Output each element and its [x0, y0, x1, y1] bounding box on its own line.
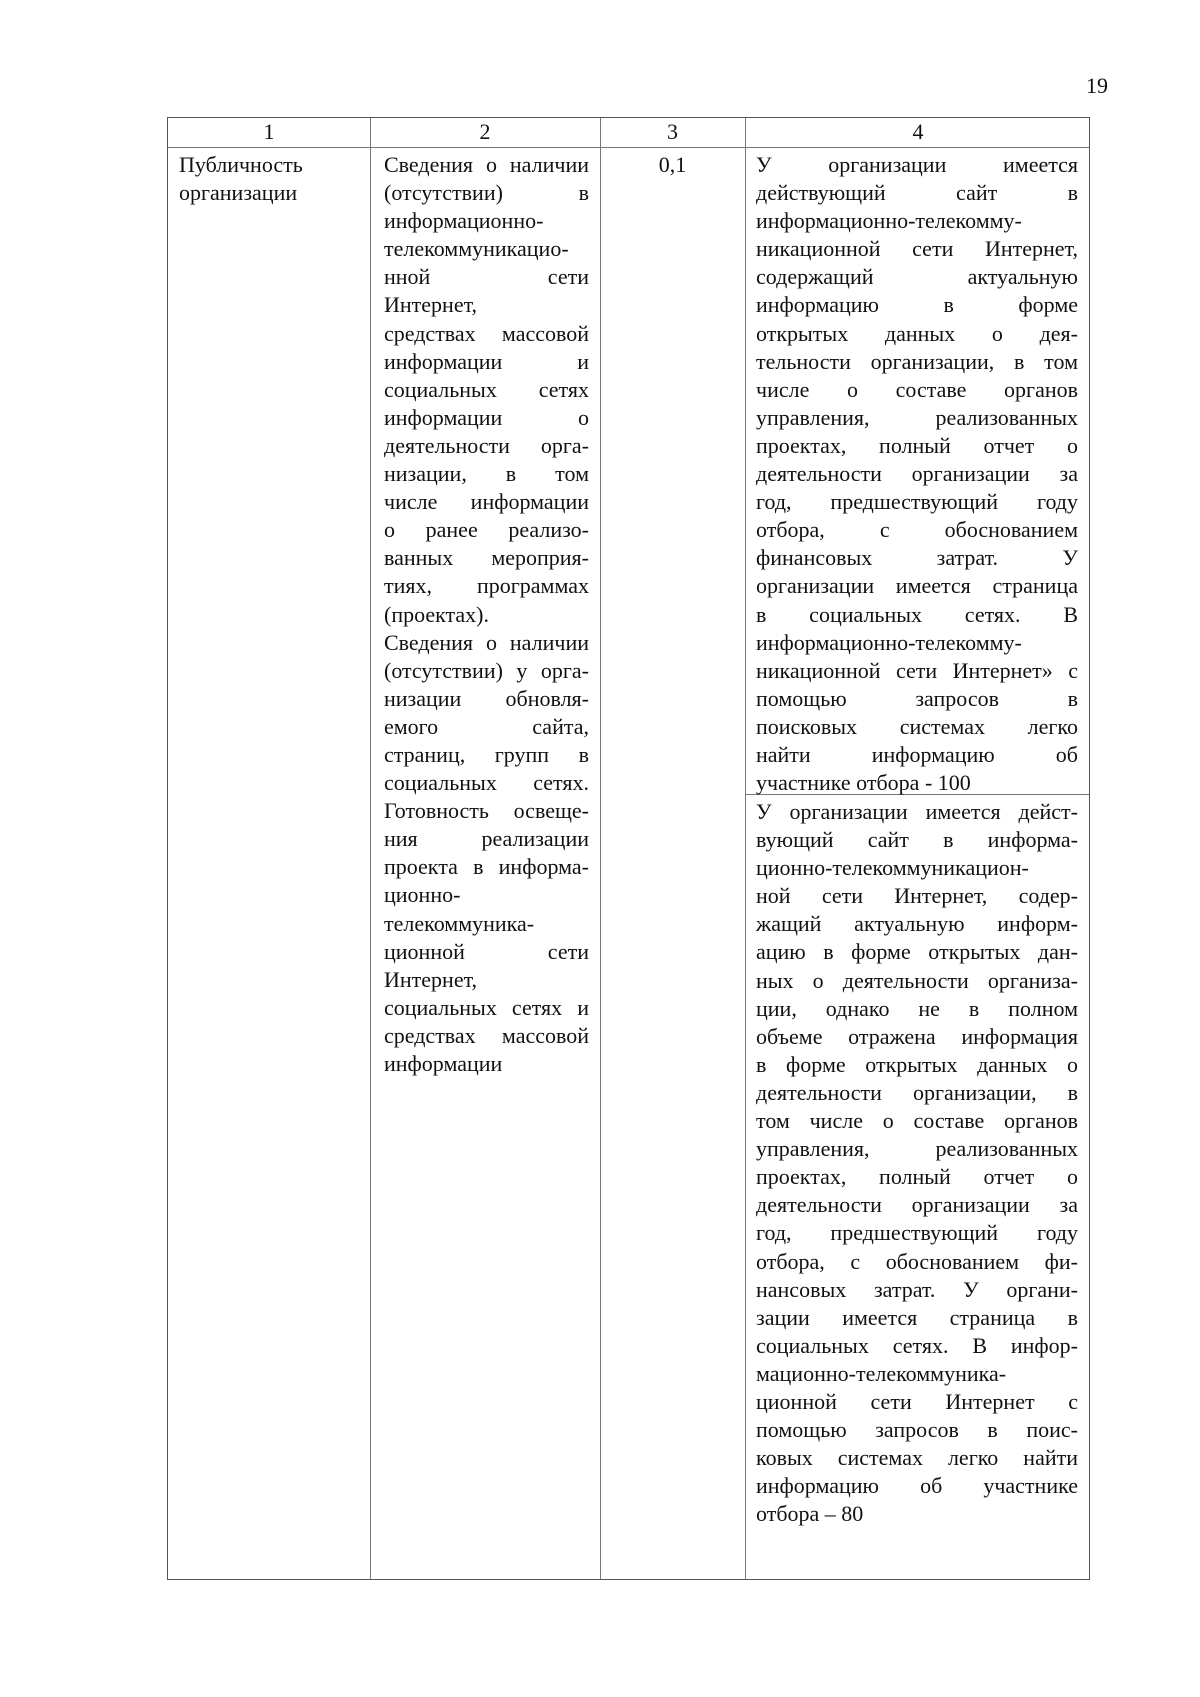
- cell-line: тиях, программах: [384, 573, 589, 599]
- cell-line: Интернет,: [384, 966, 478, 992]
- cell-line: ционно-телекоммуникацион-: [756, 855, 1029, 881]
- cell-line: нной сети: [384, 264, 589, 290]
- cell-line: ционной сети: [384, 938, 589, 964]
- cell-line: социальных сетях. В инфор-: [756, 1332, 1078, 1358]
- header-col-3: 3: [667, 119, 678, 144]
- weight-cell: 0,1: [658, 152, 687, 177]
- column-divider: [745, 118, 746, 1579]
- cell-line: страниц, групп в: [384, 741, 589, 767]
- cell-line: зации имеется страница в: [756, 1304, 1078, 1330]
- cell-line: Готовность освеще-: [384, 798, 589, 824]
- cell-line: ных о деятельности организа-: [756, 967, 1078, 993]
- cell-line: ционно-: [384, 882, 461, 908]
- cell-line: социальных сетях.: [384, 770, 589, 796]
- header-col-2: 2: [479, 119, 491, 144]
- cell-line: проекта в информа-: [384, 854, 589, 880]
- cell-line: поисковых системах легко: [756, 713, 1078, 739]
- cell-line: никационной сети Интернет» с: [756, 657, 1078, 683]
- cell-line: ной сети Интернет, содер-: [756, 883, 1078, 909]
- cell-line: У организации имеется дейст-: [756, 799, 1078, 824]
- cell-line: средствах массовой: [384, 1022, 589, 1048]
- cell-line: ционной сети Интернет с: [756, 1388, 1078, 1414]
- column-divider: [600, 118, 601, 1579]
- cell-line: жащий актуальную информ-: [756, 911, 1078, 937]
- cell-line: год, предшествующий году: [756, 489, 1078, 515]
- cell-line: Публичность: [179, 152, 303, 177]
- cell-line: ацию в форме открытых дан-: [756, 939, 1078, 965]
- cell-line: проектах, полный отчет о: [756, 1164, 1078, 1190]
- cell-line: (проектах).: [384, 601, 490, 627]
- cell-line: Сведения о наличии: [384, 152, 589, 177]
- cell-line: информации и: [384, 348, 589, 374]
- cell-line: числе информации: [384, 489, 589, 515]
- cell-line: в форме открытых данных о: [756, 1051, 1078, 1077]
- cell-line: информацию в форме: [756, 292, 1078, 318]
- cell-line: ванных мероприя-: [384, 545, 589, 571]
- cell-line: нансовых затрат. У органи-: [756, 1276, 1078, 1302]
- cell-line: ции, однако не в полном: [756, 995, 1078, 1021]
- cell-line: о ранее реализо-: [384, 517, 589, 543]
- cell-line: финансовых затрат. У: [756, 545, 1078, 571]
- cell-line: информационно-: [384, 208, 544, 234]
- cell-line: том числе о составе органов: [756, 1108, 1078, 1134]
- cell-line: в социальных сетях. В: [756, 601, 1078, 627]
- cell-line: деятельности организации за: [756, 461, 1078, 487]
- cell-line: отбора, с обоснованием фи-: [756, 1248, 1078, 1274]
- cell-line: управления, реализованных: [756, 404, 1078, 430]
- cell-line: открытых данных о дея-: [756, 320, 1078, 346]
- cell-line: числе о составе органов: [756, 376, 1078, 402]
- cell-line: помощью запросов в: [756, 685, 1078, 711]
- cell-line: емого сайта,: [384, 713, 589, 739]
- score-100-cell: [756, 151, 1078, 797]
- criterion-name-cell: [179, 151, 364, 207]
- cell-line: Сведения о наличии: [384, 629, 589, 655]
- cell-line: деятельности организации за: [756, 1192, 1078, 1218]
- cell-line: деятельности организации, в: [756, 1079, 1078, 1105]
- cell-line: тельности организации, в том: [756, 348, 1078, 374]
- cell-line: социальных сетях и: [384, 994, 589, 1020]
- header-col-4: 4: [912, 119, 924, 144]
- column-divider: [370, 118, 371, 1579]
- cell-line: ковых системах легко найти: [756, 1445, 1078, 1471]
- cell-line: действующий сайт в: [756, 180, 1078, 206]
- cell-line: организации: [179, 180, 298, 206]
- header-divider: [168, 147, 1089, 148]
- criteria-table: [167, 117, 1090, 1580]
- cell-line: организации имеется страница: [756, 573, 1078, 599]
- cell-line: помощью запросов в поис-: [756, 1417, 1078, 1443]
- cell-line: никационной сети Интернет,: [756, 236, 1078, 262]
- cell-line: средствах массовой: [384, 320, 589, 346]
- cell-line: вующий сайт в информа-: [756, 827, 1078, 853]
- cell-line: У организации имеется: [756, 152, 1078, 177]
- criterion-description-cell: [384, 151, 589, 1078]
- cell-line: телекоммуника-: [384, 910, 535, 936]
- cell-line: участнике отбора - 100: [756, 770, 971, 796]
- cell-line: содержащий актуальную: [756, 264, 1078, 290]
- cell-line: (отсутствии) в: [384, 180, 589, 206]
- cell-line: год, предшествующий году: [756, 1220, 1078, 1246]
- page-number: 19: [1086, 73, 1108, 98]
- cell-line: телекоммуникацио-: [384, 236, 569, 262]
- cell-line: низации, в том: [384, 461, 589, 487]
- cell-line: информационно-телекомму-: [756, 208, 1022, 234]
- cell-line: информационно-телекомму-: [756, 629, 1022, 655]
- cell-line: найти информацию об: [756, 741, 1078, 767]
- cell-line: мационно-телекоммуника-: [756, 1360, 1007, 1386]
- cell-line: Интернет,: [384, 292, 478, 318]
- cell-line: (отсутствии) у орга-: [384, 657, 589, 683]
- cell-line: деятельности орга-: [384, 432, 589, 458]
- cell-line: отбора – 80: [756, 1501, 864, 1527]
- cell-line: управления, реализованных: [756, 1136, 1078, 1162]
- cell-line: социальных сетях: [384, 376, 589, 402]
- cell-line: объеме отражена информация: [756, 1023, 1078, 1049]
- cell-line: проектах, полный отчет о: [756, 432, 1078, 458]
- cell-line: информации: [384, 1051, 503, 1076]
- score-80-cell: [756, 798, 1078, 1528]
- cell-line: информацию об участнике: [756, 1473, 1078, 1499]
- cell-line: отбора, с обоснованием: [756, 517, 1078, 543]
- cell-line: ния реализации: [384, 826, 589, 852]
- cell-line: низации обновля-: [384, 685, 589, 711]
- header-col-1: 1: [263, 119, 275, 144]
- cell-line: информации о: [384, 404, 589, 430]
